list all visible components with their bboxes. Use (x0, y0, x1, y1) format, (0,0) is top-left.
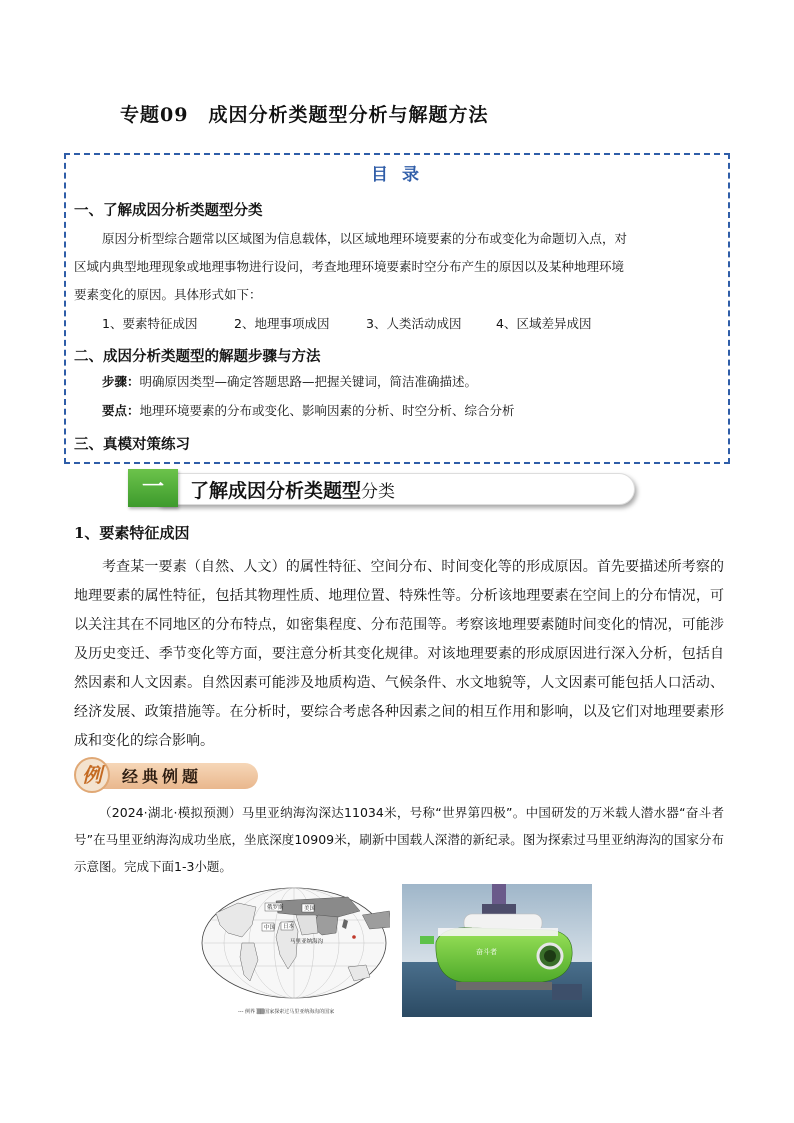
example-label: 经典例题 (122, 767, 203, 786)
example-question (74, 799, 724, 880)
toc-item-3: 3、人类活动成因 (366, 316, 462, 331)
toc-section-2-title[interactable]: 二、成因分析类题型的解题步骤与方法 (74, 348, 321, 365)
toc-heading: 目 录 (371, 165, 423, 185)
map-label-trench: 马里亚纳海沟 (290, 939, 324, 945)
example-circle: 例 (74, 757, 110, 793)
map-label-usa: 美国 (304, 906, 316, 912)
toc-item-1: 1、要素特征成因 (102, 316, 198, 331)
toc-points-text: 地理环境要素的分布或变化、影响因素的分析、时空分析、综合分析 (139, 403, 515, 418)
toc-intro-line-3: 要素变化的原因。具体形式如下： (74, 287, 262, 302)
toc-item-2: 2、地理事项成因 (234, 316, 330, 331)
banner-title-suffix: 分类 (361, 482, 396, 502)
toc-section-1-title[interactable]: 一、了解成因分析类题型分类 (74, 202, 263, 219)
toc-steps-label: 步骤： (102, 374, 140, 389)
toc-points-label: 要点： (102, 403, 140, 418)
world-map-figure (198, 885, 390, 1017)
page-title: 专题09 成因分析类题型分析与解题方法 (120, 104, 489, 126)
toc-steps-text: 明确原因类型—确定答题思路—把握关键词，简洁准确描述。 (139, 374, 478, 389)
map-label-russia: 俄罗斯 (267, 905, 284, 911)
banner-title (190, 476, 395, 503)
submersible-svg (402, 884, 592, 1017)
toc-intro-line-2: 区域内典型地理现象或地理事物进行设问，考查地理环境要素时空分布产生的原因以及某种地理环境 (74, 259, 625, 274)
toc-item-4: 4、区域差异成因 (496, 316, 592, 331)
banner-number: 一 (128, 469, 178, 507)
section-banner (128, 467, 638, 511)
map-label-japan: 日本 (283, 924, 295, 930)
section-heading: 1、要素特征成因 (74, 524, 190, 542)
banner-title-main: 了解成因分析类题型 (190, 480, 362, 502)
world-map-svg (198, 885, 390, 1017)
toc-intro-line-1: 原因分析型综合题常以区域图为信息载体，以区域地理环境要素的分布或变化为命题切入点，对 (102, 231, 628, 246)
section-paragraph (74, 553, 724, 756)
hull-label: 奋斗者 (476, 948, 497, 956)
toc-section-3-title[interactable]: 三、真模对策练习 (74, 436, 190, 453)
trench-marker (352, 935, 356, 939)
example-badge (74, 757, 264, 793)
paragraph-text: 考查某一要素（自然、人文）的属性特征、空间分布、时间变化等的形成原因。首先要描述所考察的地理要素的属性特征，包括其物理性质、地理位置、特殊性等。分析该地理要素在空间上的分布情况，可以关注其在不同地区的分布特点，如密集程度、分布范围等。考察该地理要素随时间变化的情况，可能涉及历史变迁、季节变化等方面，要注意分析其变化规律。对该地理要素的形成原因进行深入分析，包括自然因素和人文因素。自然因素可能涉及地质构造、气候条件、水文地貌等，人文因素可能包括人口活动、经济发展、政策措施等。在分析时，要综合考虑各种因素之间的相互作用和影响，以及它们对地理要素形成和变化的综合影响。 (74, 559, 724, 749)
map-caption: --- 例界 ▒▒国家探索过马里亚纳海沟的国家 (238, 1009, 335, 1015)
map-label-china: 中国 (264, 925, 276, 931)
question-text: （2024·湖北·模拟预测）马里亚纳海沟深达11034米，号称“世界第四极”。中国研发的万米载人潜水器“奋斗者号”在马里亚纳海沟成功坐底，坐底深度10909米，刷新中国载人深潜的新纪录。图为探索过马里亚纳海沟的国家分布示意图。完成下面1-3小题。 (74, 805, 724, 874)
submersible-photo (402, 884, 592, 1017)
